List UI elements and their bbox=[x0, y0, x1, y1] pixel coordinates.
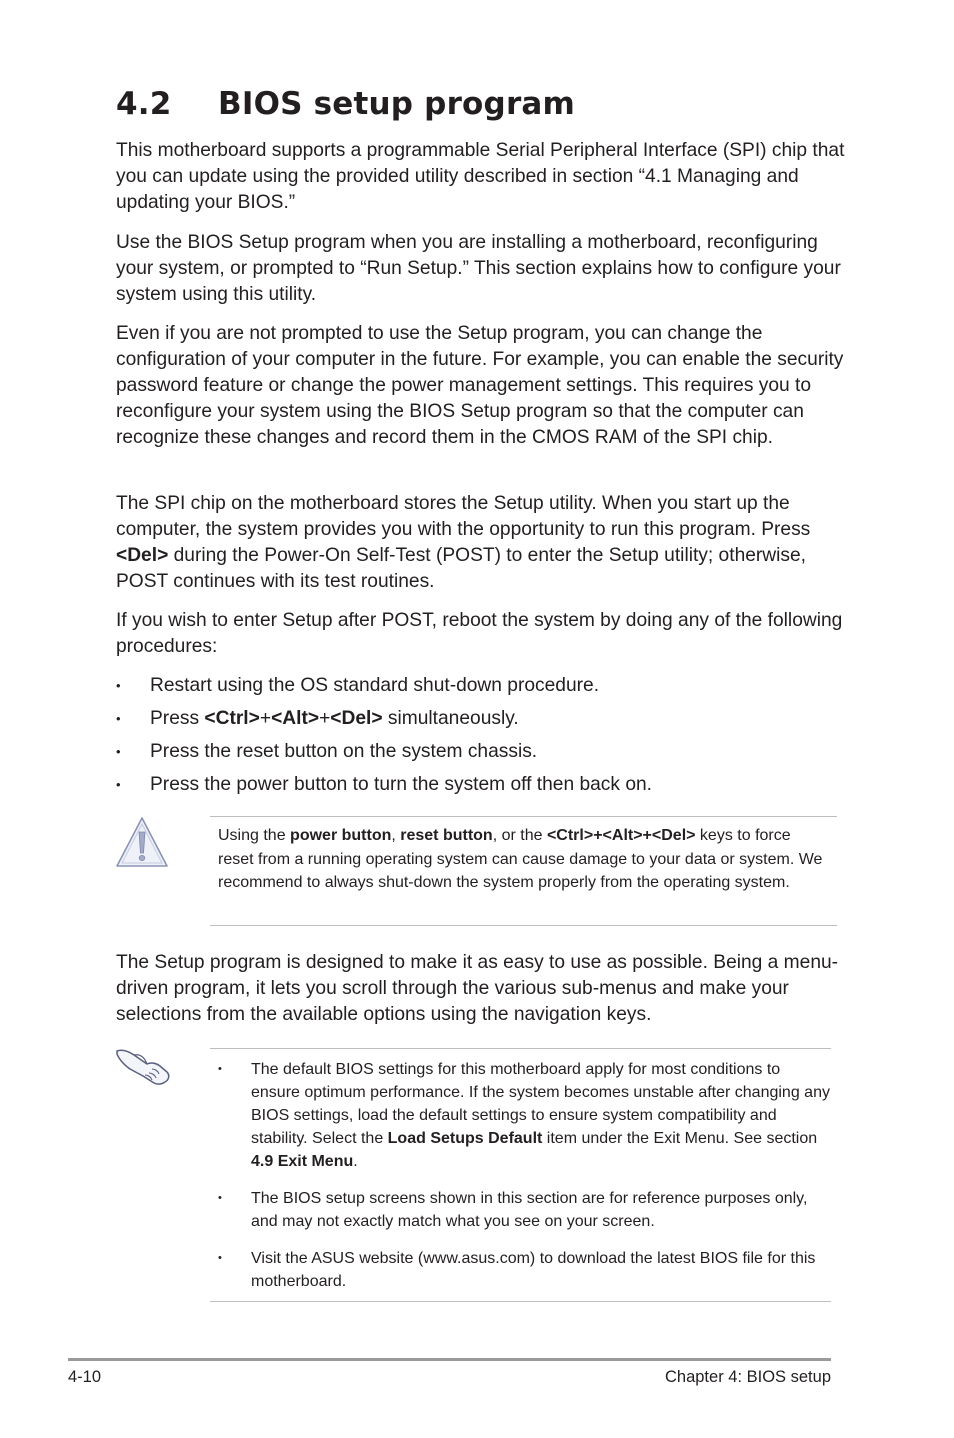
note-text: The default BIOS settings for this motherboard apply for most conditions to ensure optimum performance. If the system becomes unstable after changing any BIOS settings, load the default settings to ensure system compatibility and stability. Select the bbox=[251, 1061, 830, 1147]
list-item bbox=[116, 772, 846, 805]
list-item-text: Press the power button to turn the system off then back on. bbox=[150, 774, 653, 795]
exit-menu-section-ref: 4.9 Exit Menu bbox=[251, 1153, 354, 1170]
list-item bbox=[116, 739, 846, 772]
note-hand-icon bbox=[114, 1045, 172, 1089]
footer-rule bbox=[68, 1358, 831, 1361]
note-text: Visit the ASUS website (www.asus.com) to download the latest BIOS file for this motherboard. bbox=[251, 1250, 816, 1290]
reset-button-term: reset button bbox=[400, 827, 493, 844]
key-combo-term: <Ctrl>+<Alt>+<Del> bbox=[546, 827, 696, 844]
page-number: 4-10 bbox=[68, 1368, 102, 1386]
section-title: BIOS setup program bbox=[218, 86, 576, 122]
bullet-icon: • bbox=[116, 678, 121, 693]
power-button-term: power button bbox=[290, 827, 392, 844]
note-text: The BIOS setup screens shown in this section are for reference purposes only, and may not exactly match what you see on your screen. bbox=[251, 1190, 808, 1230]
warning-text-part: , or the bbox=[492, 827, 547, 844]
bullet-icon: • bbox=[218, 1252, 222, 1264]
bullet-icon: • bbox=[116, 777, 121, 792]
section-heading bbox=[116, 86, 575, 122]
reboot-procedure-list bbox=[116, 673, 846, 805]
del-key-label: <Del> bbox=[116, 545, 169, 566]
list-item-text: Press bbox=[150, 708, 205, 729]
warning-text-part: Using the bbox=[218, 827, 291, 844]
list-item-text: Restart using the OS standard shut-down procedure. bbox=[150, 675, 600, 696]
paragraph-text: The SPI chip on the motherboard stores the Setup utility. When you start up the computer, the system provides you with the opportunity to run this program. Press bbox=[116, 493, 811, 540]
load-setups-default-term: Load Setups Default bbox=[387, 1130, 543, 1147]
paragraph-reconfigure: Even if you are not prompted to use the Setup program, you can change the configuration of your computer in the future. For example, you can enable the security password feature or change the power management settings. This requires you to reconfigure your system using the BIOS Setup program so that the computer can recognize these changes and record them in the CMOS RAM of the SPI chip. bbox=[116, 323, 844, 448]
warning-triangle-icon bbox=[114, 815, 170, 869]
plus-sign: + bbox=[259, 708, 272, 729]
alt-key-label: <Alt> bbox=[271, 708, 320, 729]
paragraph-enter-setup bbox=[116, 491, 846, 595]
list-item bbox=[116, 673, 846, 706]
list-item bbox=[210, 1187, 831, 1233]
warning-box bbox=[210, 816, 837, 926]
section-number: 4.2 bbox=[116, 86, 172, 122]
note-box bbox=[210, 1048, 831, 1302]
paragraph-reboot-intro: If you wish to enter Setup after POST, reboot the system by doing any of the following procedures: bbox=[116, 610, 843, 657]
del-key-label: <Del> bbox=[330, 708, 383, 729]
bullet-icon: • bbox=[116, 744, 121, 759]
bullet-icon: • bbox=[218, 1192, 222, 1204]
paragraph-spi-intro: This motherboard supports a programmable Serial Peripheral Interface (SPI) chip that you can update using the provided utility described in section “4.1 Managing and updating your BIOS.” bbox=[116, 140, 845, 213]
note-list bbox=[210, 1058, 831, 1293]
plus-sign: + bbox=[319, 708, 331, 729]
note-text: item under the Exit Menu. See section bbox=[542, 1130, 818, 1147]
paragraph-text: during the Power-On Self-Test (POST) to enter the Setup utility; otherwise, POST continues with its test routines. bbox=[116, 545, 807, 592]
list-item bbox=[210, 1247, 831, 1293]
bullet-icon: • bbox=[218, 1063, 222, 1075]
list-item-text: simultaneously. bbox=[382, 708, 519, 729]
warning-text-part: keys to force reset from a running operating system can cause damage to your data or system. We recommend to always shut-down the system properly from the operating system. bbox=[218, 827, 823, 891]
paragraph-menu-driven: The Setup program is designed to make it as easy to use as possible. Being a menu-driven program, it lets you scroll through the various sub-menus and make your selections from the available options using the navigation keys. bbox=[116, 952, 839, 1025]
list-item bbox=[116, 706, 846, 739]
list-item-text: Press the reset button on the system chassis. bbox=[150, 741, 538, 762]
warning-text-part: , bbox=[391, 827, 401, 844]
warning-text bbox=[218, 824, 825, 895]
list-item bbox=[210, 1058, 831, 1173]
paragraph-setup-usage: Use the BIOS Setup program when you are installing a motherboard, reconfiguring your system, or prompted to “Run Setup.” This section explains how to configure your system using this utility. bbox=[116, 232, 841, 305]
bullet-icon: • bbox=[116, 711, 121, 726]
ctrl-key-label: <Ctrl> bbox=[204, 708, 260, 729]
note-text: . bbox=[353, 1153, 358, 1170]
chapter-label: Chapter 4: BIOS setup bbox=[664, 1368, 831, 1386]
